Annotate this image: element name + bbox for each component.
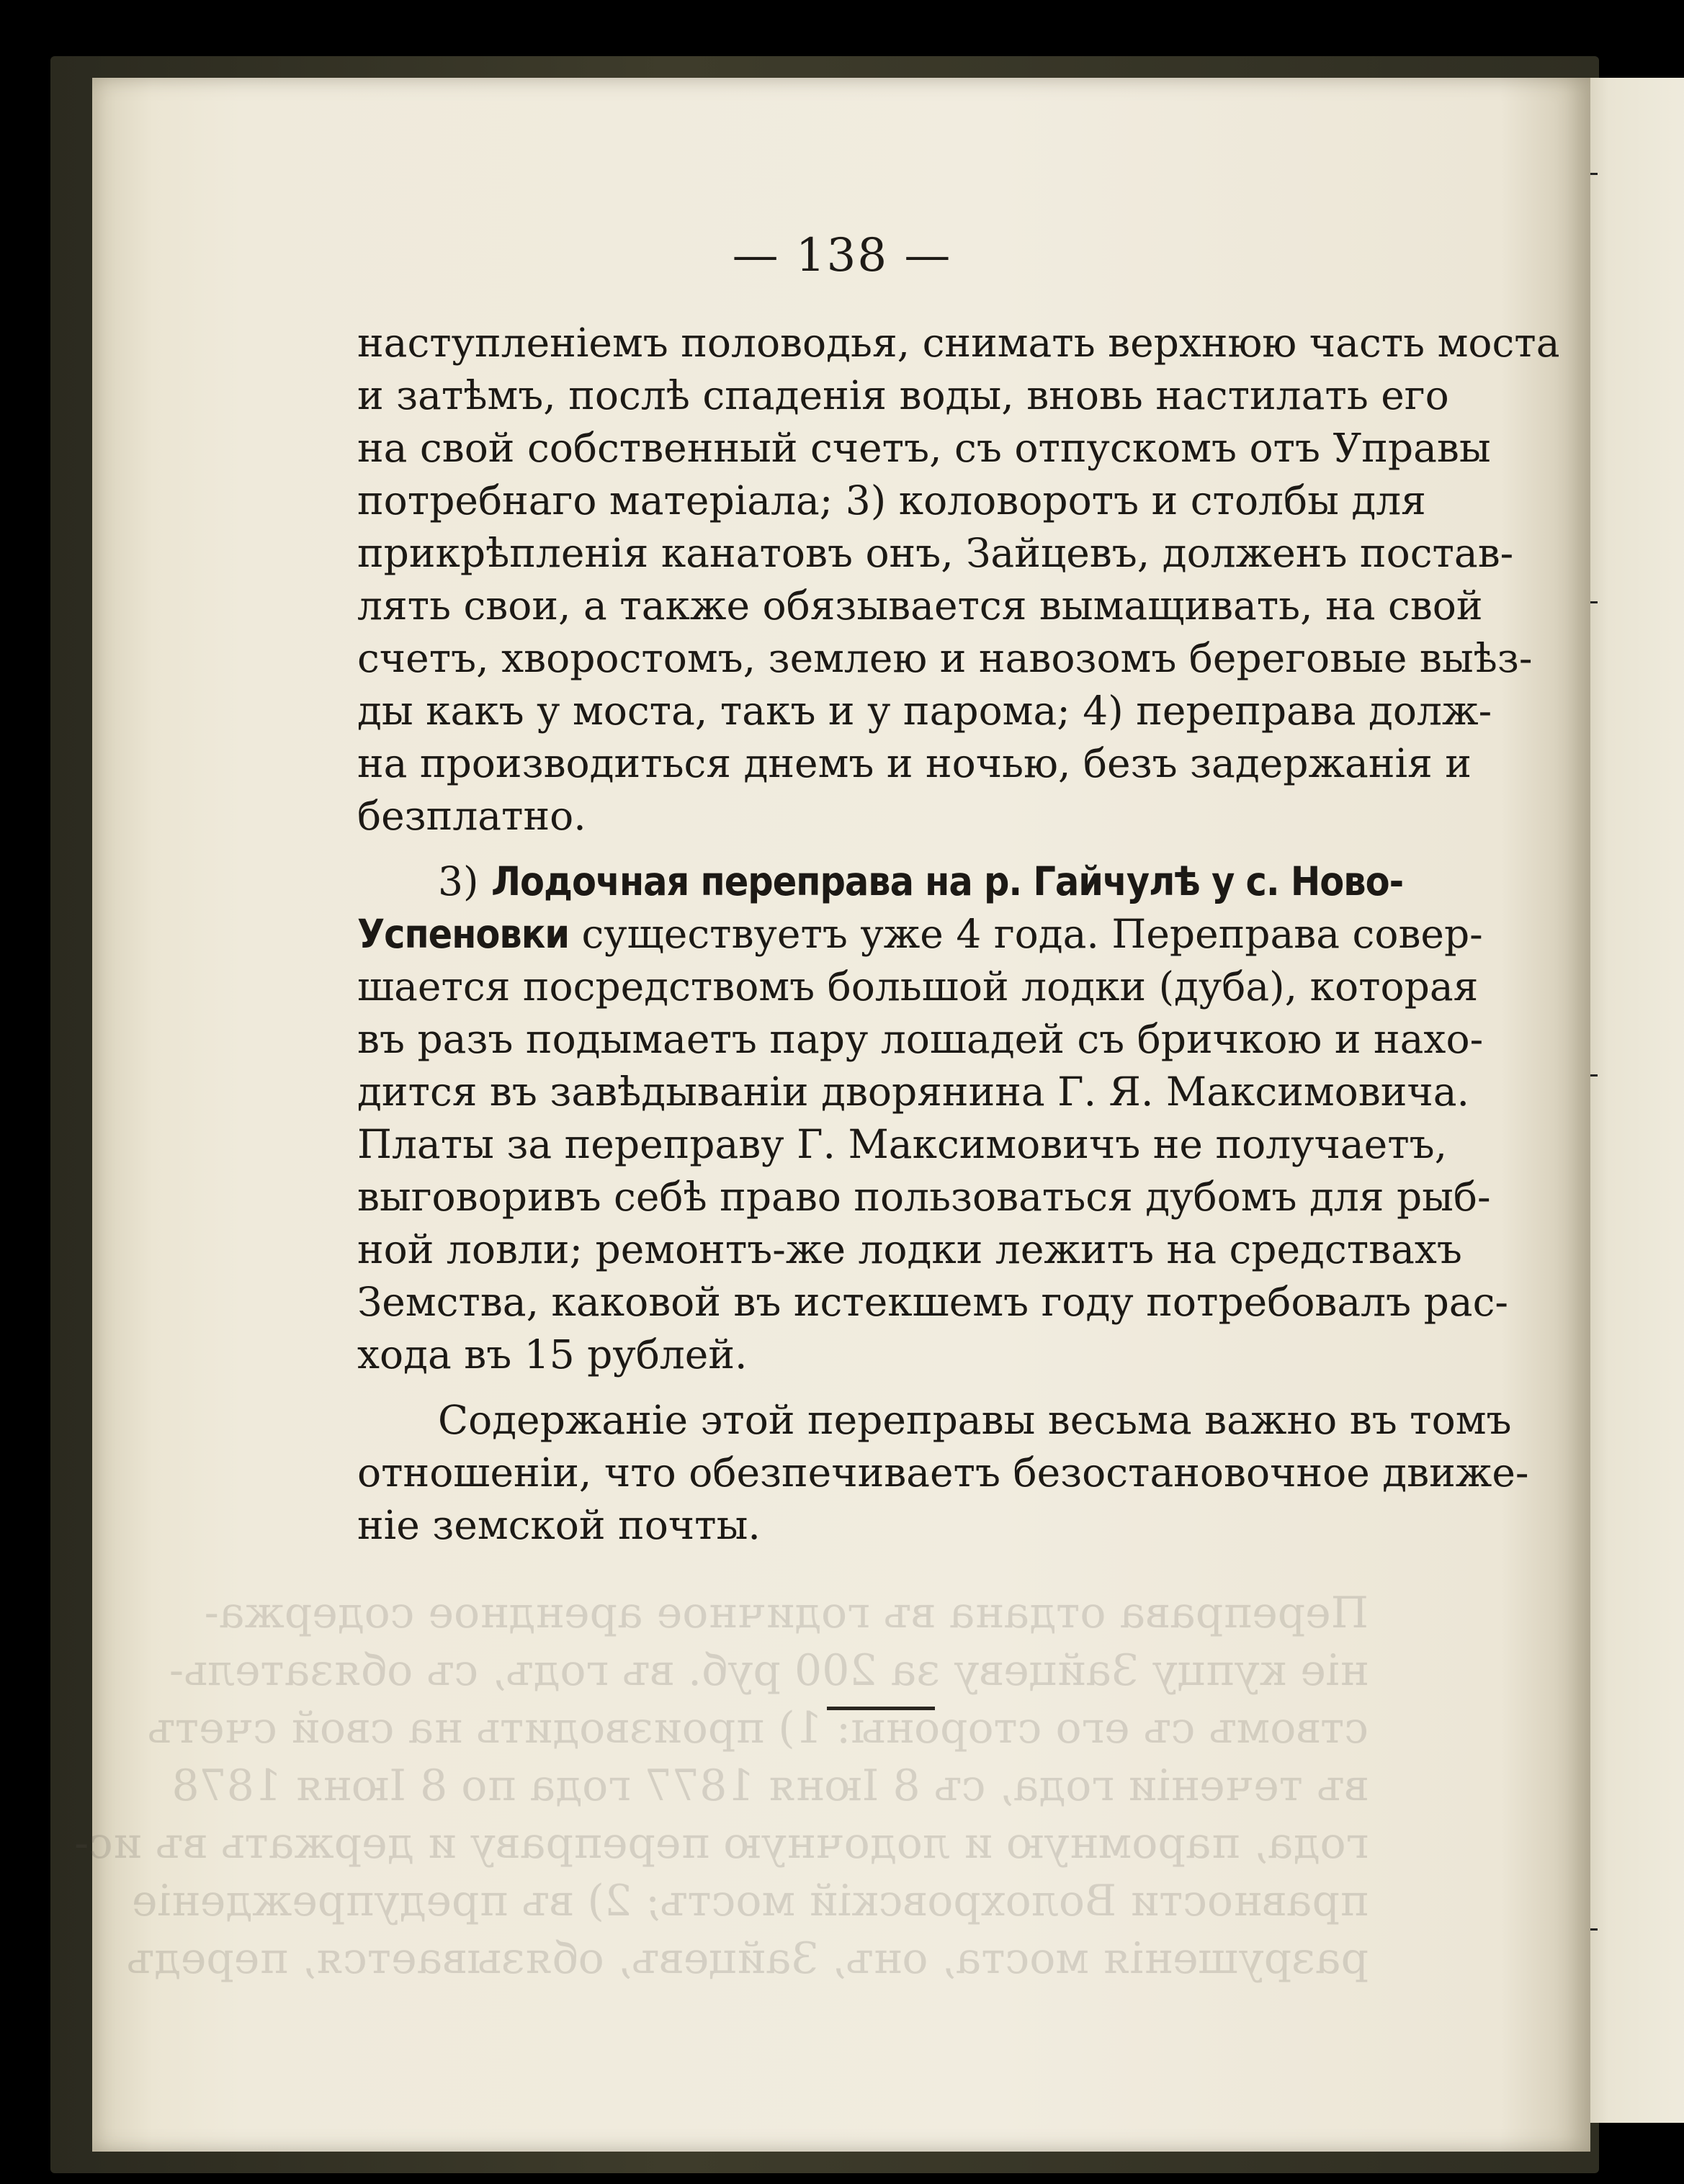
section-heading-continued: Успеновки: [357, 911, 570, 957]
text-line: дится въ завѣдываніи дворянина Г. Я. Максимовича.: [357, 1069, 1470, 1115]
page-edge-mark: [1590, 173, 1598, 175]
page-number: — 138 —: [732, 229, 952, 282]
text-line: въ разъ подымаетъ пару лошадей съ бричкою и нахо-: [357, 1016, 1484, 1062]
text-line: выговоривъ себѣ право пользоваться дубомъ для рыб-: [357, 1174, 1491, 1220]
text-line: [357, 908, 1483, 961]
page-edge-mark: [1590, 601, 1598, 603]
text-line: на производиться днемъ и ночью, безъ задержанія и: [357, 740, 1472, 786]
page-edge-mark: [1590, 1074, 1598, 1077]
section-heading: Лодочная переправа на р. Гайчулѣ у с. Ново-: [491, 858, 1404, 904]
text-line: и затѣмъ, послѣ спаденія воды, вновь настилать его: [357, 372, 1449, 418]
paragraph-1: [357, 317, 1560, 842]
text-line: Земства, каковой въ истекшемъ году потребовалъ рас-: [357, 1279, 1508, 1325]
text-line: счетъ, хворостомъ, землею и навозомъ береговые выѣз-: [357, 635, 1533, 681]
text-line: ной ловли; ремонтъ-же лодки лежитъ на средствахъ: [357, 1226, 1462, 1272]
page-body-text: [357, 317, 1560, 1552]
section-heading-line: [357, 855, 1404, 908]
text-line: хода въ 15 рублей.: [357, 1331, 748, 1378]
paragraph-3: [357, 1394, 1529, 1552]
text-line: лять свои, а также обязывается вымащивать, на свой: [357, 583, 1483, 629]
text-line: на свой собственный счетъ, съ отпускомъ отъ Управы: [357, 425, 1491, 471]
text-line: прикрѣпленія канатовъ онъ, Зайцевъ, долженъ постав-: [357, 530, 1514, 576]
text-line: наступленіемъ половодья, снимать верхнюю часть моста: [357, 320, 1560, 366]
page-edge-mark: [1590, 1928, 1598, 1931]
text-line: потребнаго матеріала; 3) коловоротъ и столбы для: [357, 477, 1426, 523]
section-number: 3): [438, 858, 479, 904]
text-line-rest: существуетъ уже 4 года. Переправа совер-: [581, 911, 1483, 957]
section-end-rule: [827, 1707, 935, 1710]
paragraph-2: [357, 855, 1508, 1381]
text-line: отношеніи, что обезпечиваетъ безостановочное движе-: [357, 1450, 1529, 1496]
text-line: шается посредствомъ большой лодки (дуба), которая: [357, 963, 1479, 1010]
text-line: ніе земской почты.: [357, 1502, 761, 1548]
text-line: Содержаніе этой переправы весьма важно въ томъ: [438, 1397, 1512, 1443]
text-line: Платы за переправу Г. Максимовичъ не получаетъ,: [357, 1121, 1448, 1167]
text-line: безплатно.: [357, 793, 586, 839]
text-line: ды какъ у моста, такъ и у парома; 4) переправа долж-: [357, 688, 1492, 734]
